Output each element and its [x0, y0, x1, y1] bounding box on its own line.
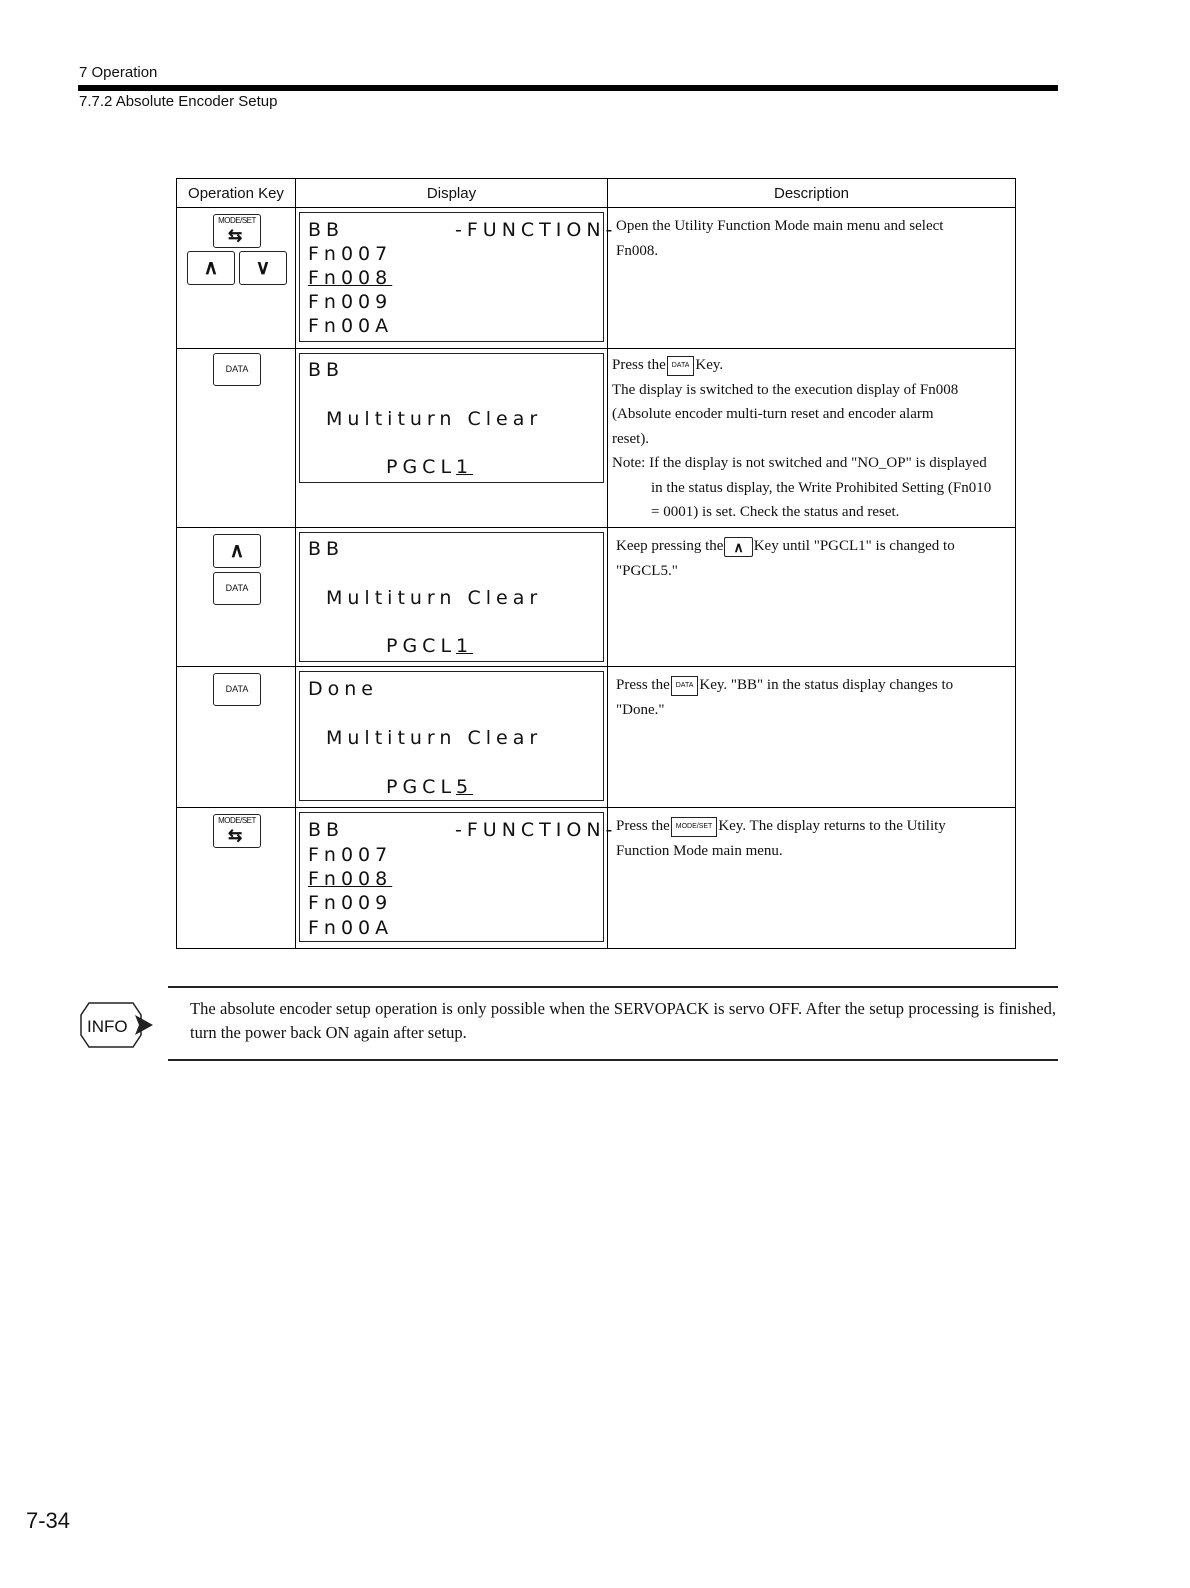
col-header-display: Display: [296, 179, 608, 208]
info-rule-bottom: [168, 1059, 1058, 1061]
data-key-icon: DATA: [671, 676, 699, 696]
table-row: [177, 808, 1016, 949]
data-key-icon: DATA: [667, 356, 695, 376]
description-cell: Press the DATA Key. "BB" in the status display changes to "Done.": [608, 667, 1016, 808]
key-cell: [177, 349, 296, 528]
return-arrow-icon: ⇆: [228, 826, 243, 845]
key-cell: [177, 667, 296, 808]
operation-table: [176, 178, 1016, 949]
section-title: 7.7.2 Absolute Encoder Setup: [79, 93, 278, 110]
data-key-icon: DATA: [213, 572, 261, 605]
display-cell: [296, 208, 618, 349]
info-label: INFO: [87, 1017, 128, 1036]
mode-set-key-icon: MODE/SET ⇆: [213, 214, 261, 248]
display-cell: [296, 349, 608, 528]
chapter-title: 7 Operation: [79, 64, 158, 81]
display-cell: [296, 667, 608, 808]
page-number: 7-34: [26, 1508, 71, 1533]
info-rule-top: [168, 986, 1058, 988]
mode-set-key-icon: MODE/SET ⇆: [213, 814, 261, 848]
description-cell: Press the MODE/SET Key. The display returns to the Utility Function Mode main menu.: [608, 808, 1016, 949]
header-rule: [78, 85, 1058, 91]
description-cell: Keep pressing the ∧ Key until "PGCL1" is changed to "PGCL5.": [608, 528, 1016, 667]
up-key-icon: ∧: [724, 537, 752, 557]
down-key-icon: ∨: [239, 251, 287, 285]
lcd-display: BB Multiturn Clear PGCL1: [299, 532, 604, 662]
return-arrow-icon: ⇆: [228, 226, 243, 245]
key-cell: [177, 808, 296, 949]
table-row: [177, 528, 1016, 667]
key-cell: [177, 528, 296, 667]
up-key-icon: ∧: [213, 534, 261, 568]
data-key-icon: DATA: [213, 353, 261, 386]
lcd-display: BB -FUNCTION- Fn007 Fn008 Fn009 Fn00A: [299, 212, 604, 342]
info-text: The absolute encoder setup operation is only possible when the SERVOPACK is servo OFF. After the setup processing is finished, turn the power back ON again after setup.: [190, 999, 1056, 1042]
data-key-icon: DATA: [213, 673, 261, 706]
lcd-display: BB -FUNCTION- Fn007 Fn008 Fn009 Fn00A: [299, 812, 604, 942]
table-row: [177, 667, 1016, 808]
lcd-display: Done Multiturn Clear PGCL5: [299, 671, 604, 801]
up-key-icon: ∧: [187, 251, 235, 285]
table-row: [177, 208, 1016, 349]
info-icon: [79, 1001, 159, 1049]
display-cell: [296, 528, 608, 667]
description-cell: Open the Utility Function Mode main menu and select Fn008.: [608, 208, 1016, 349]
mode-set-key-icon: MODE/SET: [671, 817, 718, 837]
key-cell: [177, 208, 296, 349]
col-header-description: Description: [608, 179, 1016, 208]
lcd-display: BB Multiturn Clear PGCL1: [299, 353, 604, 483]
col-header-operation-key: Operation Key: [177, 179, 296, 208]
description-cell: Press the DATA Key. The display is switched to the execution display of Fn008 (Absolute encoder multi-turn reset and encoder alarm reset). Note: If the display is not switched and "NO_OP" is displayed in the status display, the Write Prohibited Setting (Fn010 = 0001) is set. Check the status and reset.: [608, 349, 1016, 528]
table-row: [177, 349, 1016, 528]
display-cell: [296, 808, 618, 949]
